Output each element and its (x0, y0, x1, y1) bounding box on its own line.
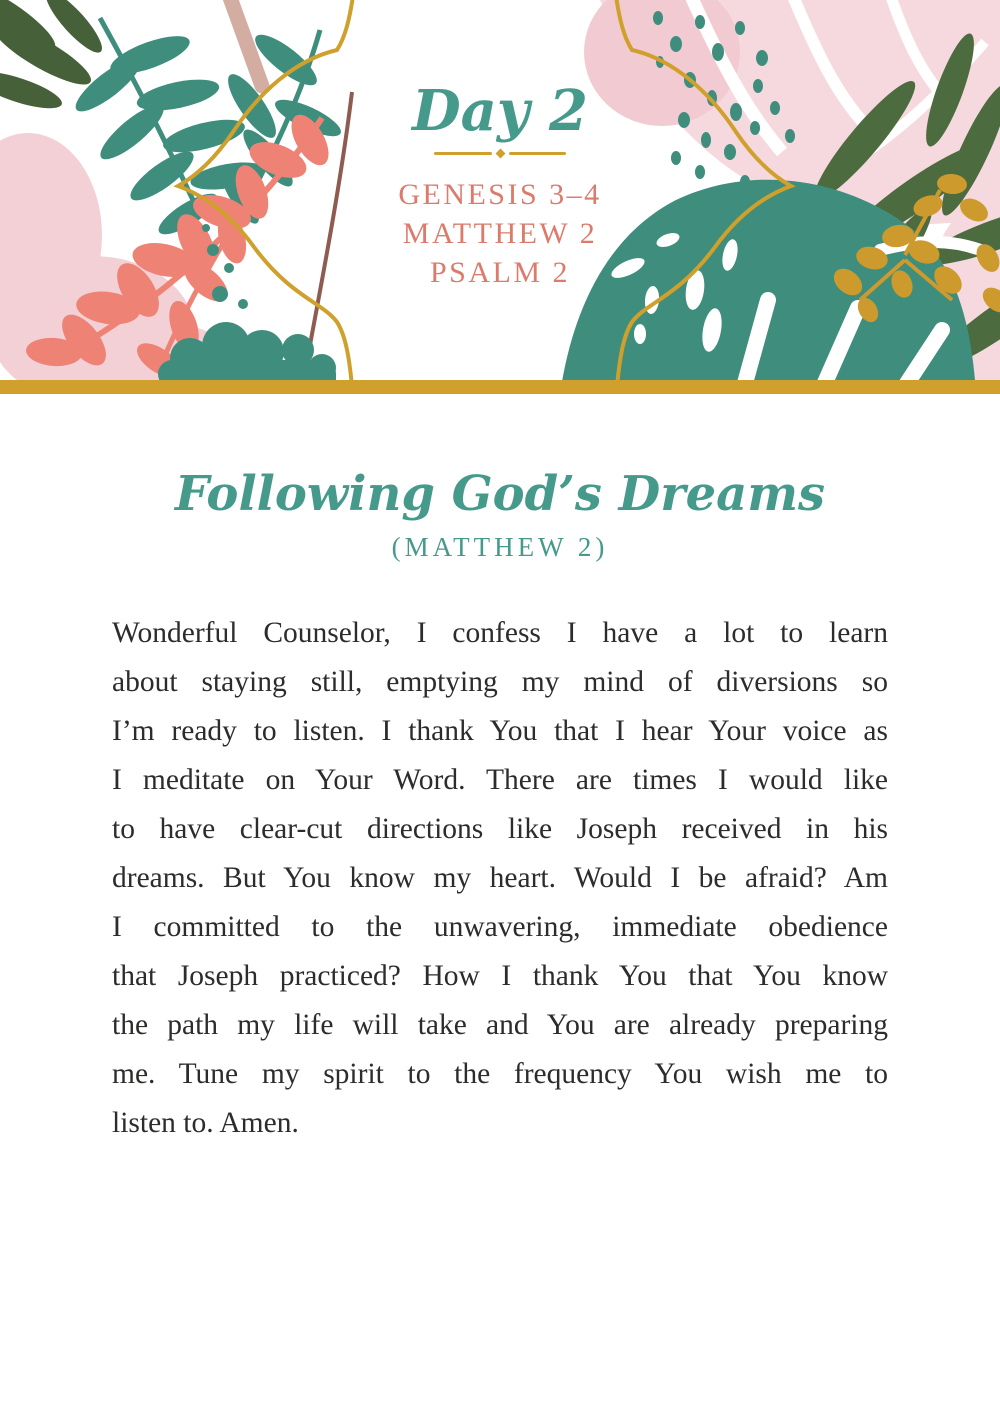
header-illustration-area (0, 0, 1000, 394)
prayer-line: to have clear-cut directions like Joseph received in his (112, 812, 888, 845)
divider-diamond-icon (495, 148, 505, 158)
divider-line-left (434, 152, 492, 155)
gold-divider-bar (0, 380, 1000, 394)
prayer-line: that Joseph practiced? How I thank You that You know (112, 959, 888, 992)
devotion-subtitle: (MATTHEW 2) (391, 531, 609, 562)
prayer-line: about staying still, emptying my mind of diversions so (112, 665, 888, 698)
prayer-line: listen to. Amen. (112, 1106, 299, 1139)
prayer-line: dreams. But You know my heart. Would I be afraid? Am (112, 861, 888, 894)
scripture-reference: GENESIS 3–4 (398, 177, 602, 211)
day-label: Day 2 (412, 78, 588, 144)
header-frame-content (0, 0, 1000, 292)
scripture-reference: MATTHEW 2 (402, 216, 598, 250)
prayer-line: I’m ready to listen. I thank You that I hear Your voice as (112, 714, 888, 747)
prayer-line: Wonderful Counselor, I confess I have a lot to learn (112, 616, 888, 649)
devotion-title: Following God’s Dreams (174, 466, 826, 522)
prayer-text (112, 609, 888, 1148)
scripture-reference: PSALM 2 (429, 255, 571, 289)
devotion-content (0, 466, 1000, 1148)
ornamental-divider (434, 150, 566, 157)
prayer-line: I meditate on Your Word. There are times I would like (112, 763, 888, 796)
prayer-line: me. Tune my spirit to the frequency You wish me to (112, 1057, 888, 1090)
prayer-line: I committed to the unwavering, immediate obedience (112, 910, 888, 943)
prayer-line: the path my life will take and You are already preparing (112, 1008, 888, 1041)
scripture-references (0, 175, 1000, 292)
divider-line-right (509, 152, 567, 155)
